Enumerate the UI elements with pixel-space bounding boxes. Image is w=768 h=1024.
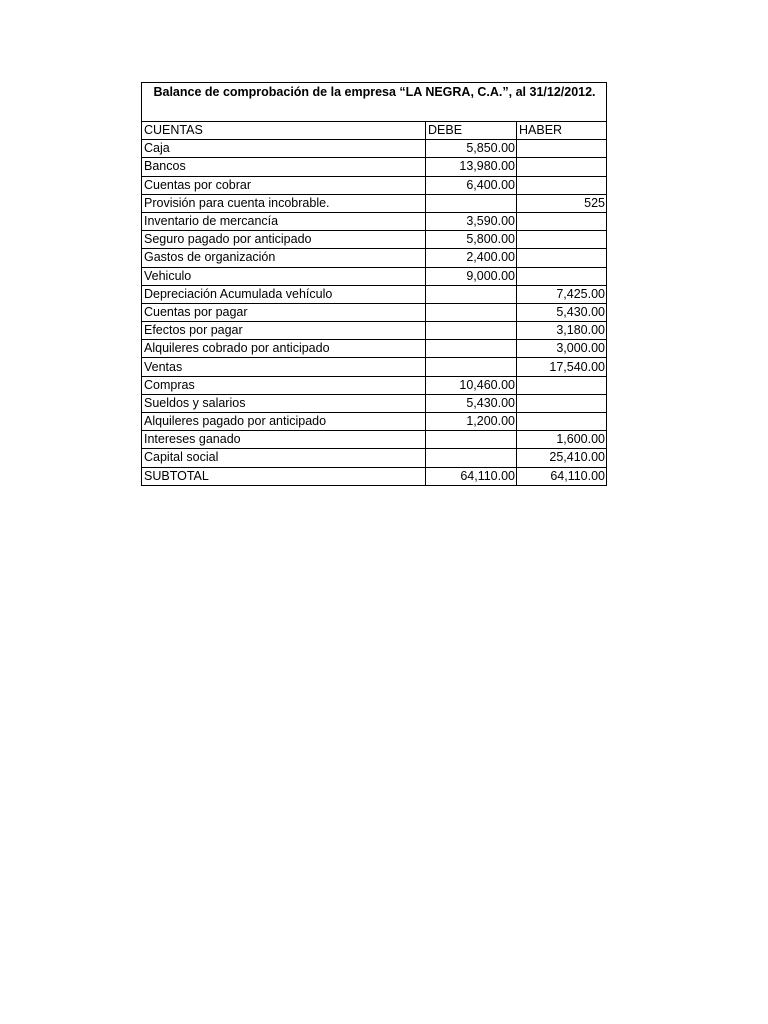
haber-value: 7,425.00 [517, 285, 607, 303]
table-row [142, 249, 607, 267]
table-row [142, 449, 607, 467]
header-debe: DEBE [426, 122, 517, 140]
table-row [142, 267, 607, 285]
debe-value: 9,000.00 [426, 267, 517, 285]
haber-value [517, 140, 607, 158]
account-name: Inventario de mercancía [142, 212, 426, 230]
debe-value [426, 194, 517, 212]
table-title: Balance de comprobación de la empresa “LA NEGRA, C.A.”, al 31/12/2012. [142, 83, 607, 122]
table-row [142, 212, 607, 230]
haber-value [517, 267, 607, 285]
debe-value [426, 431, 517, 449]
haber-value: 17,540.00 [517, 358, 607, 376]
account-name: Seguro pagado por anticipado [142, 231, 426, 249]
trial-balance-table [141, 82, 607, 486]
haber-value [517, 376, 607, 394]
table-row [142, 322, 607, 340]
haber-value: 25,410.00 [517, 449, 607, 467]
haber-value [517, 394, 607, 412]
subtotal-label: SUBTOTAL [142, 467, 426, 485]
subtotal-haber: 64,110.00 [517, 467, 607, 485]
table-row [142, 140, 607, 158]
subtotal-debe: 64,110.00 [426, 467, 517, 485]
table-row [142, 431, 607, 449]
account-name: Efectos por pagar [142, 322, 426, 340]
account-name: Capital social [142, 449, 426, 467]
debe-value [426, 449, 517, 467]
account-name: Intereses ganado [142, 431, 426, 449]
table-row [142, 303, 607, 321]
account-name: Sueldos y salarios [142, 394, 426, 412]
table-row [142, 158, 607, 176]
haber-value [517, 231, 607, 249]
account-name: Vehiculo [142, 267, 426, 285]
debe-value [426, 303, 517, 321]
balance-sheet [141, 82, 606, 486]
debe-value [426, 285, 517, 303]
table-row [142, 340, 607, 358]
table-row [142, 358, 607, 376]
haber-value [517, 249, 607, 267]
account-name: Gastos de organización [142, 249, 426, 267]
title-row [142, 83, 607, 122]
haber-value [517, 176, 607, 194]
account-name: Cuentas por cobrar [142, 176, 426, 194]
debe-value: 13,980.00 [426, 158, 517, 176]
haber-value: 5,430.00 [517, 303, 607, 321]
debe-value: 2,400.00 [426, 249, 517, 267]
account-name: Caja [142, 140, 426, 158]
haber-value [517, 413, 607, 431]
account-name: Compras [142, 376, 426, 394]
debe-value: 10,460.00 [426, 376, 517, 394]
haber-value: 1,600.00 [517, 431, 607, 449]
debe-value [426, 340, 517, 358]
haber-value [517, 212, 607, 230]
haber-value: 3,180.00 [517, 322, 607, 340]
account-name: Alquileres pagado por anticipado [142, 413, 426, 431]
subtotal-row [142, 467, 607, 485]
haber-value [517, 158, 607, 176]
table-row [142, 231, 607, 249]
table-row [142, 194, 607, 212]
debe-value: 5,430.00 [426, 394, 517, 412]
account-name: Depreciación Acumulada vehículo [142, 285, 426, 303]
debe-value: 3,590.00 [426, 212, 517, 230]
account-name: Provisión para cuenta incobrable. [142, 194, 426, 212]
table-row [142, 394, 607, 412]
haber-value: 3,000.00 [517, 340, 607, 358]
account-name: Alquileres cobrado por anticipado [142, 340, 426, 358]
debe-value: 5,850.00 [426, 140, 517, 158]
haber-value: 525 [517, 194, 607, 212]
table-row [142, 285, 607, 303]
debe-value [426, 322, 517, 340]
account-name: Ventas [142, 358, 426, 376]
header-haber: HABER [517, 122, 607, 140]
account-name: Bancos [142, 158, 426, 176]
table-row [142, 176, 607, 194]
table-row [142, 376, 607, 394]
header-cuentas: CUENTAS [142, 122, 426, 140]
debe-value [426, 358, 517, 376]
table-row [142, 413, 607, 431]
debe-value: 6,400.00 [426, 176, 517, 194]
account-name: Cuentas por pagar [142, 303, 426, 321]
debe-value: 5,800.00 [426, 231, 517, 249]
debe-value: 1,200.00 [426, 413, 517, 431]
header-row [142, 122, 607, 140]
